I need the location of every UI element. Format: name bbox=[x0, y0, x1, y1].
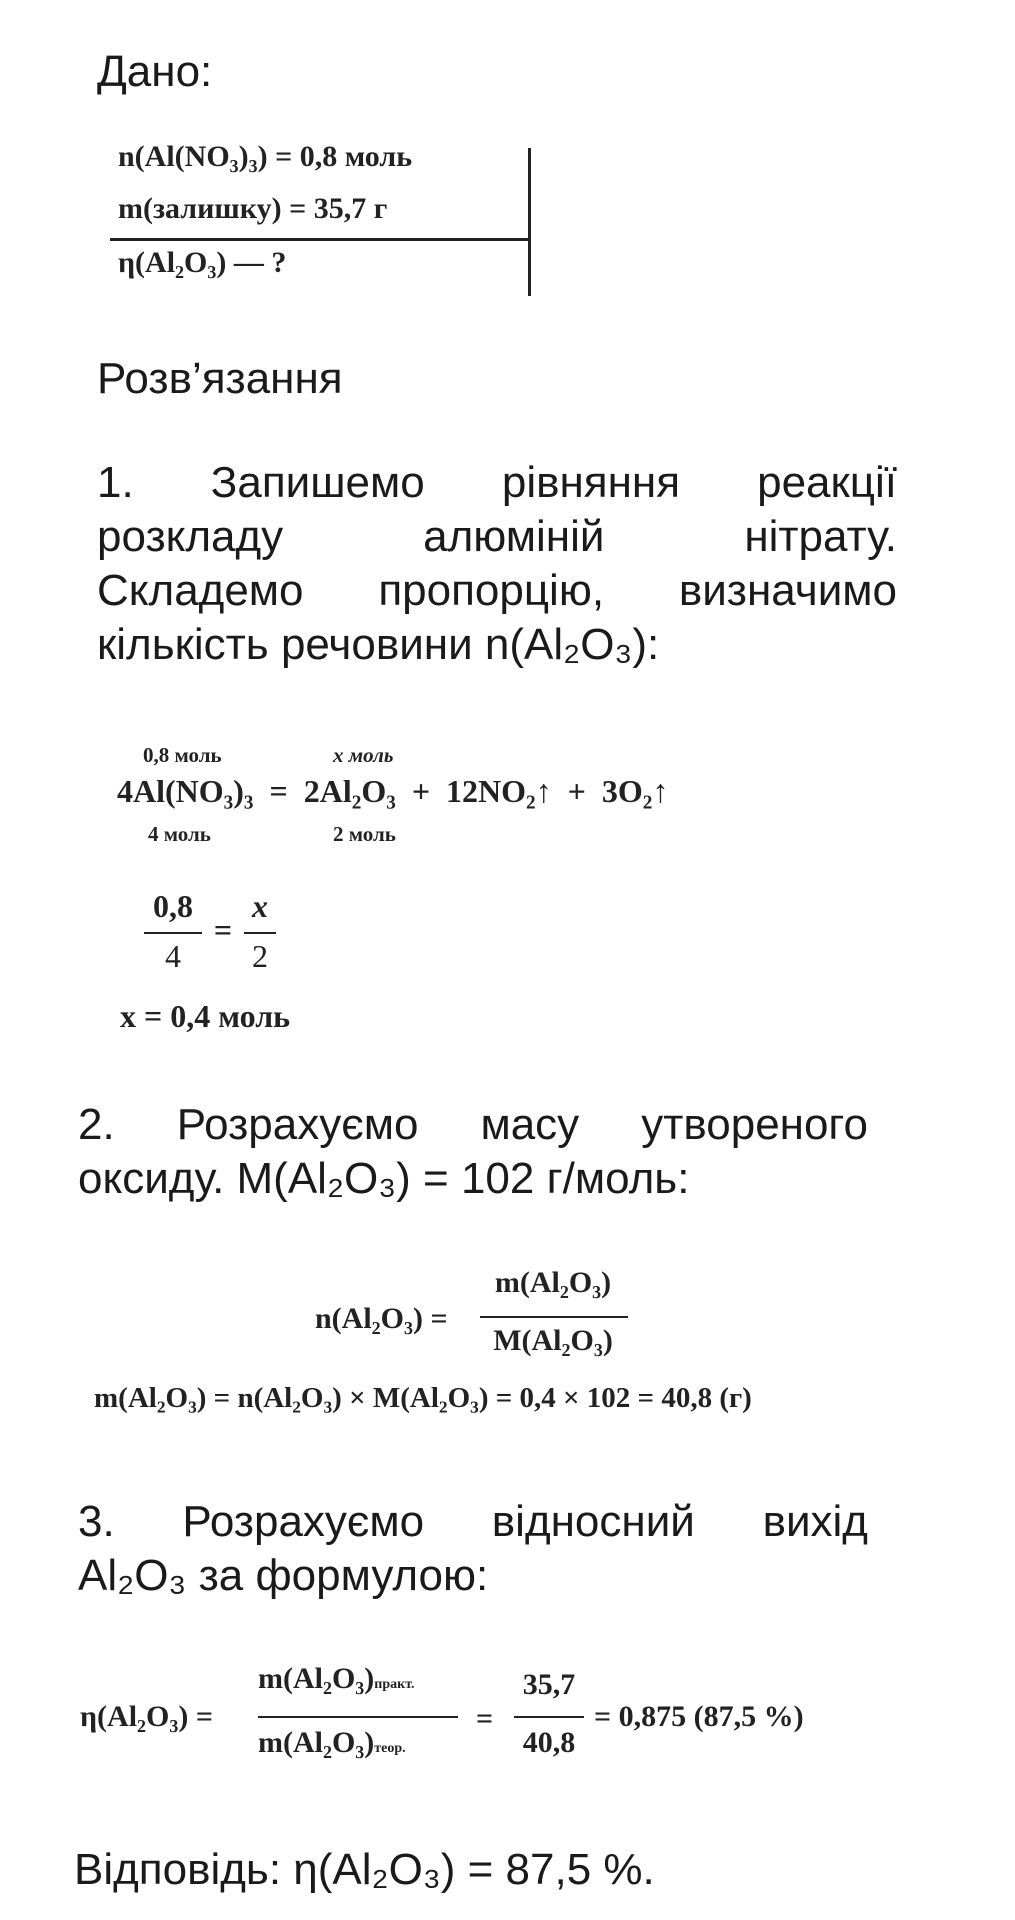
step1-word: Складемо bbox=[97, 566, 304, 615]
step3-word: 3. bbox=[78, 1497, 115, 1546]
step1-word: рівняння bbox=[501, 458, 681, 507]
mass-formula-denominator: M(Al₂O₃) bbox=[493, 1324, 613, 1357]
yield-denominator-value: 40,8 bbox=[522, 1726, 576, 1759]
given-block bbox=[110, 140, 540, 300]
step3-word: вихід bbox=[762, 1497, 868, 1546]
yield-formula-lhs: η(Al₂O₃) = bbox=[80, 1700, 213, 1733]
proportion-result: x = 0,4 моль bbox=[120, 998, 291, 1034]
step2-line-2: оксиду. M(Al₂O₃) = 102 г/моль: bbox=[78, 1154, 690, 1203]
step1-word: розкладу bbox=[97, 512, 284, 561]
mass-calculation: m(Al₂O₃) = n(Al₂O₃) × M(Al₂O₃) = 0,4 × 102 = 40,8 (г) bbox=[94, 1382, 752, 1414]
step3-text bbox=[78, 1495, 868, 1603]
yield-formula-denominator bbox=[258, 1726, 406, 1760]
yield-numerator-text: m(Al₂O₃) bbox=[258, 1662, 375, 1695]
step1-line bbox=[97, 564, 897, 618]
step1-word: Запишемо bbox=[210, 458, 425, 507]
yield-equals: = bbox=[476, 1702, 494, 1735]
step2-word: 2. bbox=[78, 1100, 115, 1149]
yield-formula-bar bbox=[258, 1716, 458, 1718]
step2-word: масу bbox=[480, 1100, 580, 1149]
proportion-den-right: 2 bbox=[252, 938, 268, 974]
yield-result: = 0,875 (87,5 %) bbox=[594, 1700, 804, 1733]
given-divider bbox=[110, 238, 528, 241]
step1-word: реакції bbox=[757, 458, 897, 507]
mass-formula-bar bbox=[480, 1316, 628, 1318]
step1-text bbox=[97, 456, 897, 672]
step2-word: Розрахуємо bbox=[176, 1100, 419, 1149]
mass-formula-numerator: m(Al₂O₃) bbox=[494, 1266, 612, 1299]
proportion-bar-left bbox=[144, 932, 202, 934]
mass-formula-lhs: n(Al₂O₃) = bbox=[315, 1302, 448, 1335]
proportion-den-left: 4 bbox=[165, 938, 181, 974]
step1-word: 1. bbox=[97, 458, 134, 507]
proportion-num-right: x bbox=[252, 888, 268, 924]
step2-word: утвореного bbox=[641, 1100, 868, 1149]
proportion-equals: = bbox=[213, 912, 233, 948]
proportion-bar-right bbox=[244, 932, 276, 934]
given-residue-mass: m(залишку) = 35,7 г bbox=[118, 192, 388, 225]
reaction-above-right: x моль bbox=[333, 743, 394, 767]
given-vertical-rule bbox=[528, 148, 531, 296]
step1-line bbox=[97, 510, 897, 564]
yield-value-bar bbox=[514, 1716, 584, 1718]
given-amount: n(Al(NO₃)₃) = 0,8 моль bbox=[118, 140, 413, 173]
step3-line-2: Al₂O₃ за формулою: bbox=[78, 1551, 489, 1600]
yield-denominator-text: m(Al₂O₃) bbox=[258, 1726, 375, 1759]
reaction-below-left: 4 моль bbox=[148, 822, 211, 846]
yield-formula-numerator bbox=[258, 1662, 415, 1696]
yield-numerator-subscript: практ. bbox=[374, 1677, 415, 1692]
yield-numerator-value: 35,7 bbox=[522, 1668, 576, 1701]
proportion bbox=[140, 888, 300, 988]
given-find: η(Al₂O₃) — ? bbox=[118, 246, 287, 279]
answer: Відповідь: η(Al₂O₃) = 87,5 %. bbox=[74, 1845, 655, 1894]
step1-word: нітрату. bbox=[744, 512, 897, 561]
reaction-equation: 4Al(NO₃)₃ = 2Al₂O₃ + 12NO₂↑ + 3O₂↑ bbox=[117, 773, 669, 809]
given-heading: Дано: bbox=[97, 47, 213, 96]
yield-denominator-subscript: теор. bbox=[374, 1741, 406, 1756]
step1-word: визначимо bbox=[678, 566, 897, 615]
step1-word: пропорцію, bbox=[378, 566, 605, 615]
step3-word: Розрахуємо bbox=[182, 1497, 425, 1546]
step1-line bbox=[97, 456, 897, 510]
step1-word: алюміній bbox=[423, 512, 605, 561]
step3-line bbox=[78, 1495, 868, 1549]
reaction-above-left: 0,8 моль bbox=[143, 743, 222, 767]
step2-line bbox=[78, 1098, 868, 1152]
step2-text bbox=[78, 1098, 868, 1206]
reaction-below-right: 2 моль bbox=[333, 822, 396, 846]
step3-word: відносний bbox=[491, 1497, 695, 1546]
proportion-num-left: 0,8 bbox=[153, 888, 193, 924]
step1-last-line: кількість речовини n(Al₂O₃): bbox=[97, 620, 660, 669]
solution-heading: Розв’язання bbox=[97, 354, 343, 403]
